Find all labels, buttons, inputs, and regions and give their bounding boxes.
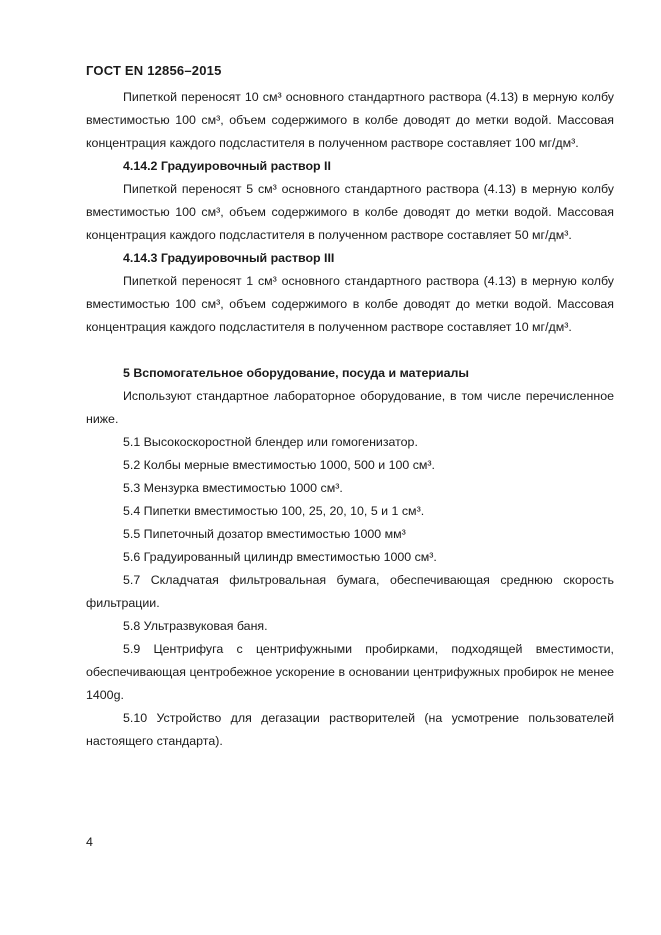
document-header: ГОСТ EN 12856–2015 bbox=[86, 63, 222, 78]
list-item-5-2: 5.2 Колбы мерные вместимостью 1000, 500 и 100 см³. bbox=[123, 458, 436, 472]
section-5-heading: 5 Вспомогательное оборудование, посуда и материалы bbox=[123, 366, 469, 380]
list-item-5-8: 5.8 Ультразвуковая баня. bbox=[123, 619, 268, 633]
subsection-heading-4-14-2: 4.14.2 Градуировочный раствор II bbox=[123, 159, 331, 173]
list-item-5-6: 5.6 Градуированный цилиндр вместимостью 1000 см³. bbox=[123, 550, 437, 564]
list-item-5-10: 5.10 Устройство для дегазации растворителей (на усмотрение пользователей настоящего стандарта). bbox=[86, 711, 614, 748]
list-item-5-3: 5.3 Мензурка вместимостью 1000 см³. bbox=[123, 481, 343, 495]
section-5-intro: Используют стандартное лабораторное оборудование, в том числе перечисленное ниже. bbox=[86, 389, 614, 426]
subsection-heading-4-14-3: 4.14.3 Градуировочный раствор III bbox=[123, 251, 335, 265]
paragraph-4-14-3-text: Пипеткой переносят 1 см³ основного стандартного раствора (4.13) в мерную колбу вместимостью 100 см³, объем содержимого в колбе доводят до метки водой. Массовая концентрация каждого подсластителя в полученном растворе составляет 10 мг/дм³. bbox=[86, 274, 614, 334]
list-item-5-1: 5.1 Высокоскоростной блендер или гомогенизатор. bbox=[123, 435, 418, 449]
list-item-5-9: 5.9 Центрифуга с центрифужными пробирками, подходящей вместимости, обеспечивающая центробежное ускорение в основании центрифужных пробирок не менее 1400g. bbox=[86, 642, 614, 702]
paragraph-4-14-2-text: Пипеткой переносят 5 см³ основного стандартного раствора (4.13) в мерную колбу вместимостью 100 см³, объем содержимого в колбе доводят до метки водой. Массовая концентрация каждого подсластителя в полученном растворе составляет 50 мг/дм³. bbox=[86, 182, 614, 242]
list-item-5-4: 5.4 Пипетки вместимостью 100, 25, 20, 10, 5 и 1 см³. bbox=[123, 504, 425, 518]
page-number: 4 bbox=[86, 835, 93, 849]
list-item-5-5: 5.5 Пипеточный дозатор вместимостью 1000 мм³ bbox=[123, 527, 406, 541]
document-body bbox=[86, 86, 614, 753]
paragraph-4-14-1-text: Пипеткой переносят 10 см³ основного стандартного раствора (4.13) в мерную колбу вместимостью 100 см³, объем содержимого в колбе доводят до метки водой. Массовая концентрация каждого подсластителя в полученном растворе составляет 100 мг/дм³. bbox=[86, 90, 614, 150]
list-item-5-7: 5.7 Складчатая фильтровальная бумага, обеспечивающая среднюю скорость фильтрации. bbox=[86, 573, 614, 610]
